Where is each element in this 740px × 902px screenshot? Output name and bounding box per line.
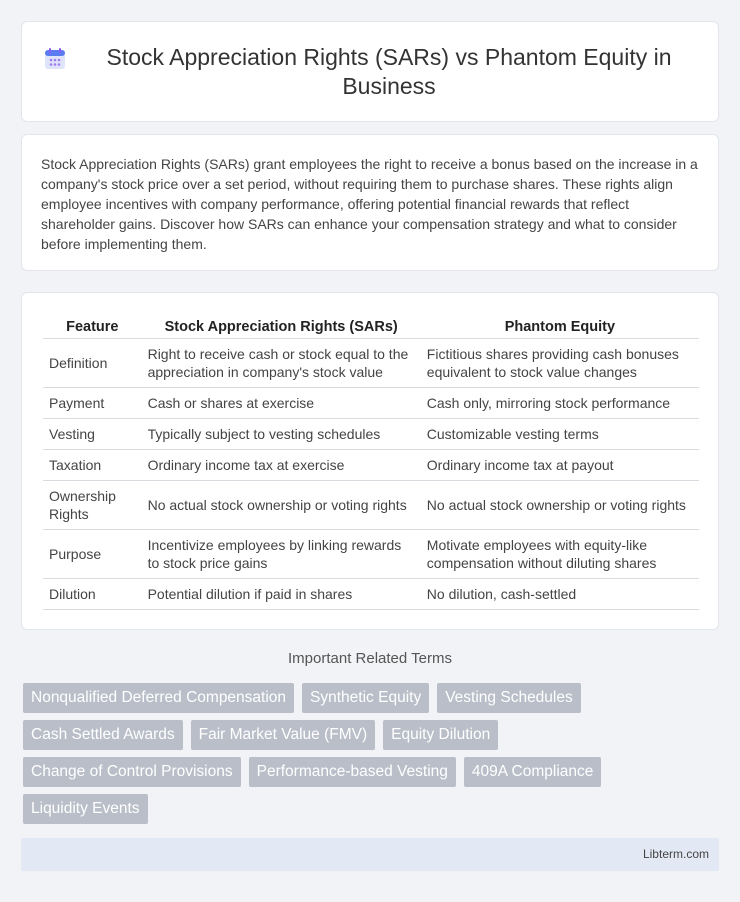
phantom-cell: Cash only, mirroring stock performance bbox=[421, 388, 699, 419]
phantom-cell: Customizable vesting terms bbox=[421, 419, 699, 450]
related-term-tag[interactable]: 409A Compliance bbox=[464, 757, 602, 787]
sars-cell: Potential dilution if paid in shares bbox=[142, 579, 421, 610]
header-feature: Feature bbox=[43, 314, 142, 339]
phantom-cell: Motivate employees with equity-like compensation without diluting shares bbox=[421, 530, 699, 579]
tag-row bbox=[23, 720, 723, 750]
related-terms-heading: Important Related Terms bbox=[288, 650, 452, 667]
related-term-tag[interactable]: Equity Dilution bbox=[383, 720, 498, 750]
table-row bbox=[43, 530, 699, 579]
table-row bbox=[43, 481, 699, 530]
tag-row bbox=[23, 794, 723, 824]
table-row bbox=[43, 450, 699, 481]
table-header-row bbox=[43, 314, 699, 339]
phantom-cell: Ordinary income tax at payout bbox=[421, 450, 699, 481]
sars-cell: No actual stock ownership or voting rights bbox=[142, 481, 421, 530]
related-term-tag[interactable]: Fair Market Value (FMV) bbox=[191, 720, 376, 750]
table-row bbox=[43, 388, 699, 419]
related-terms-list bbox=[23, 683, 723, 831]
phantom-cell: No dilution, cash-settled bbox=[421, 579, 699, 610]
feature-cell: Dilution bbox=[43, 579, 142, 610]
page-title: Stock Appreciation Rights (SARs) vs Phantom Equity in Business bbox=[106, 43, 672, 99]
table-row bbox=[43, 339, 699, 388]
tag-row bbox=[23, 757, 723, 787]
related-term-tag[interactable]: Vesting Schedules bbox=[437, 683, 581, 713]
table-row bbox=[43, 579, 699, 610]
title-card bbox=[21, 21, 719, 122]
header-sars: Stock Appreciation Rights (SARs) bbox=[142, 314, 421, 339]
intro-card bbox=[21, 134, 719, 271]
phantom-cell: Fictitious shares providing cash bonuses equivalent to stock value changes bbox=[421, 339, 699, 388]
sars-cell: Ordinary income tax at exercise bbox=[142, 450, 421, 481]
related-term-tag[interactable]: Liquidity Events bbox=[23, 794, 148, 824]
feature-cell: Definition bbox=[43, 339, 142, 388]
sars-cell: Typically subject to vesting schedules bbox=[142, 419, 421, 450]
feature-cell: Vesting bbox=[43, 419, 142, 450]
related-term-tag[interactable]: Synthetic Equity bbox=[302, 683, 429, 713]
sars-cell: Incentivize employees by linking rewards to stock price gains bbox=[142, 530, 421, 579]
table-row bbox=[43, 419, 699, 450]
intro-text: Stock Appreciation Rights (SARs) grant employees the right to receive a bonus based on the increase in a company's stock price over a set period, without requiring them to purchase shares. These rights align employee incentives with company performance, offering potential financial rewards that reflect shareholder gains. Discover how SARs can enhance your compensation strategy and what to consider before implementing them. bbox=[41, 156, 698, 252]
feature-cell: Payment bbox=[43, 388, 142, 419]
related-term-tag[interactable]: Performance-based Vesting bbox=[249, 757, 456, 787]
comparison-card bbox=[21, 292, 719, 630]
feature-cell: Purpose bbox=[43, 530, 142, 579]
phantom-cell: No actual stock ownership or voting rights bbox=[421, 481, 699, 530]
feature-cell: Taxation bbox=[43, 450, 142, 481]
tag-row bbox=[23, 683, 723, 713]
sars-cell: Right to receive cash or stock equal to the appreciation in company's stock value bbox=[142, 339, 421, 388]
footer-brand[interactable]: Libterm.com bbox=[642, 847, 709, 861]
comparison-table bbox=[43, 314, 699, 610]
related-term-tag[interactable]: Change of Control Provisions bbox=[23, 757, 241, 787]
related-term-tag[interactable]: Nonqualified Deferred Compensation bbox=[23, 683, 294, 713]
footer bbox=[21, 838, 719, 871]
calendar-icon bbox=[42, 46, 68, 72]
related-term-tag[interactable]: Cash Settled Awards bbox=[23, 720, 183, 750]
header-phantom-equity: Phantom Equity bbox=[421, 314, 699, 339]
sars-cell: Cash or shares at exercise bbox=[142, 388, 421, 419]
feature-cell: Ownership Rights bbox=[43, 481, 142, 530]
